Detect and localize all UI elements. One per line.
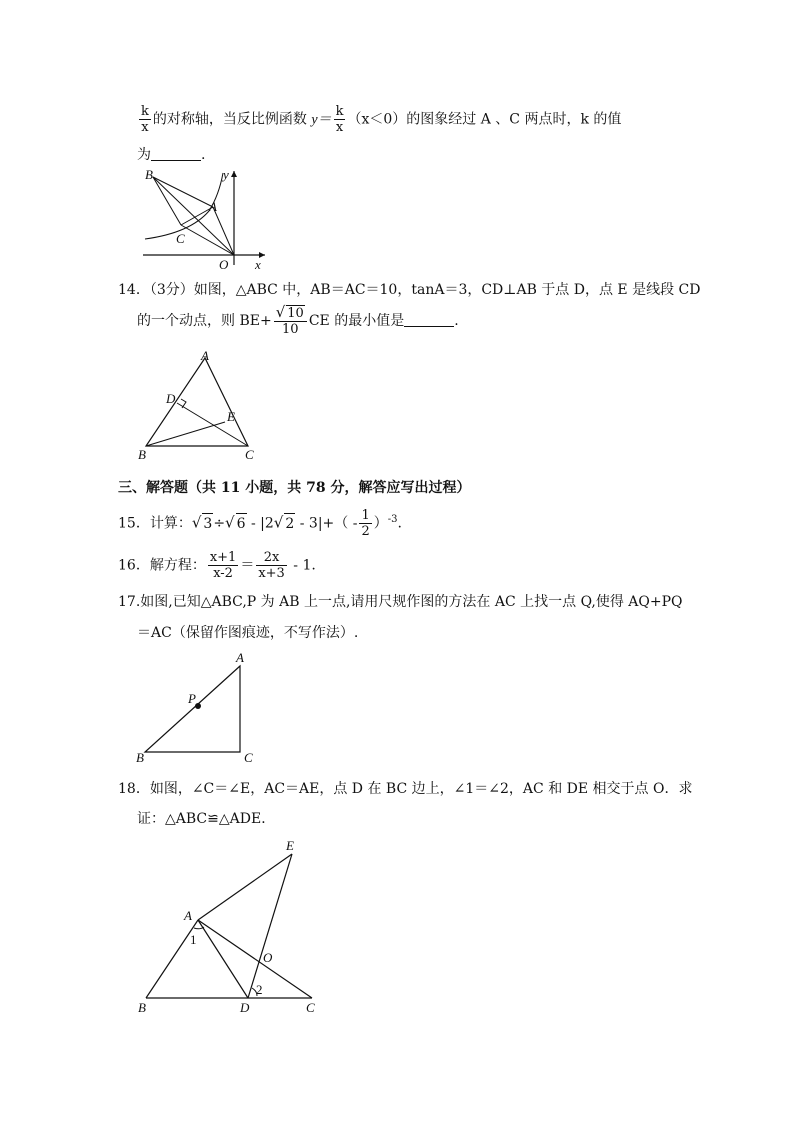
- label-D: D: [240, 1000, 250, 1015]
- q17-line1: 17.如图,已知△ABC,P 为 AB 上一点,请用尺规作图的方法在 AC 上找一点 Q,使得 AQ+PQ: [118, 594, 683, 610]
- section-heading: 三、解答题（共 11 小题，共 78 分，解答应写出过程）: [118, 480, 471, 496]
- q13-line2: 为 .: [137, 147, 206, 163]
- label-C: C: [245, 447, 254, 462]
- label-C: C: [176, 231, 185, 246]
- label-E: E: [286, 838, 294, 853]
- answer-blank[interactable]: [151, 146, 201, 161]
- label-B: B: [136, 750, 144, 765]
- label-B: B: [145, 167, 153, 182]
- label-x: x: [255, 257, 261, 270]
- label-2: 2: [256, 982, 263, 997]
- q17-figure: [130, 648, 265, 766]
- label-C: C: [244, 750, 253, 765]
- q17-line2: ＝AC（保留作图痕迹，不写作法）.: [137, 625, 359, 641]
- label-A: A: [209, 199, 217, 214]
- label-O: O: [263, 950, 273, 965]
- label-A: A: [236, 650, 244, 665]
- label-C: C: [306, 1000, 315, 1015]
- label-A: A: [184, 908, 192, 923]
- q14-fraction: $\frac{√ 10}{10}$: [274, 305, 307, 337]
- q16: 16．解方程： $\frac{x+1}{x-2}$ ＝ $\frac{2x}{x+3}$ - 1.: [118, 550, 316, 581]
- label-O: O: [219, 257, 229, 270]
- q18-line1: 18．如图，∠C＝∠E，AC＝AE，点 D 在 BC 边上，∠1＝∠2，AC 和 DE 相交于点 O．求: [118, 781, 693, 797]
- q13-figure: [135, 165, 270, 270]
- label-B: B: [138, 447, 146, 462]
- answer-blank[interactable]: [404, 312, 454, 327]
- q13-fraction-k-over-x-2: $\frac{k}{x}$: [335, 104, 344, 135]
- q13-fraction-k-over-x: $\frac{k}{x}$: [141, 104, 149, 135]
- q14-figure: [130, 348, 270, 463]
- label-B: B: [138, 1000, 146, 1015]
- q18-line2: 证：△ABC≌△ADE．: [137, 811, 276, 827]
- label-E: E: [227, 409, 235, 424]
- label-P: P: [188, 691, 196, 706]
- q18-figure: [130, 836, 330, 1018]
- label-y: y: [223, 167, 229, 182]
- q14-line2: 的一个动点，则 BE+ $\frac{√ 10}{10}$ CE 的最小值是 .: [137, 303, 459, 337]
- q15: 15．计算：√ 3÷√ 6 - |2√ 2 - 3|+（ - $\frac{1}{2}$ ）$^{-3}$.: [118, 508, 402, 539]
- label-D: D: [166, 391, 176, 406]
- q13-line1: $\frac{k}{x}$ 的对称轴，当反比例函数 y＝ $\frac{k}{x}$ （x＜0）的图象经过 A 、C 两点时，k 的值: [141, 104, 622, 135]
- label-1: 1: [190, 932, 197, 947]
- label-A: A: [201, 348, 209, 363]
- q14-line1: 14．（3分）如图，△ABC 中，AB＝AC＝10，tanA＝3，CD⊥AB 于点 D，点 E 是线段 CD: [118, 282, 701, 298]
